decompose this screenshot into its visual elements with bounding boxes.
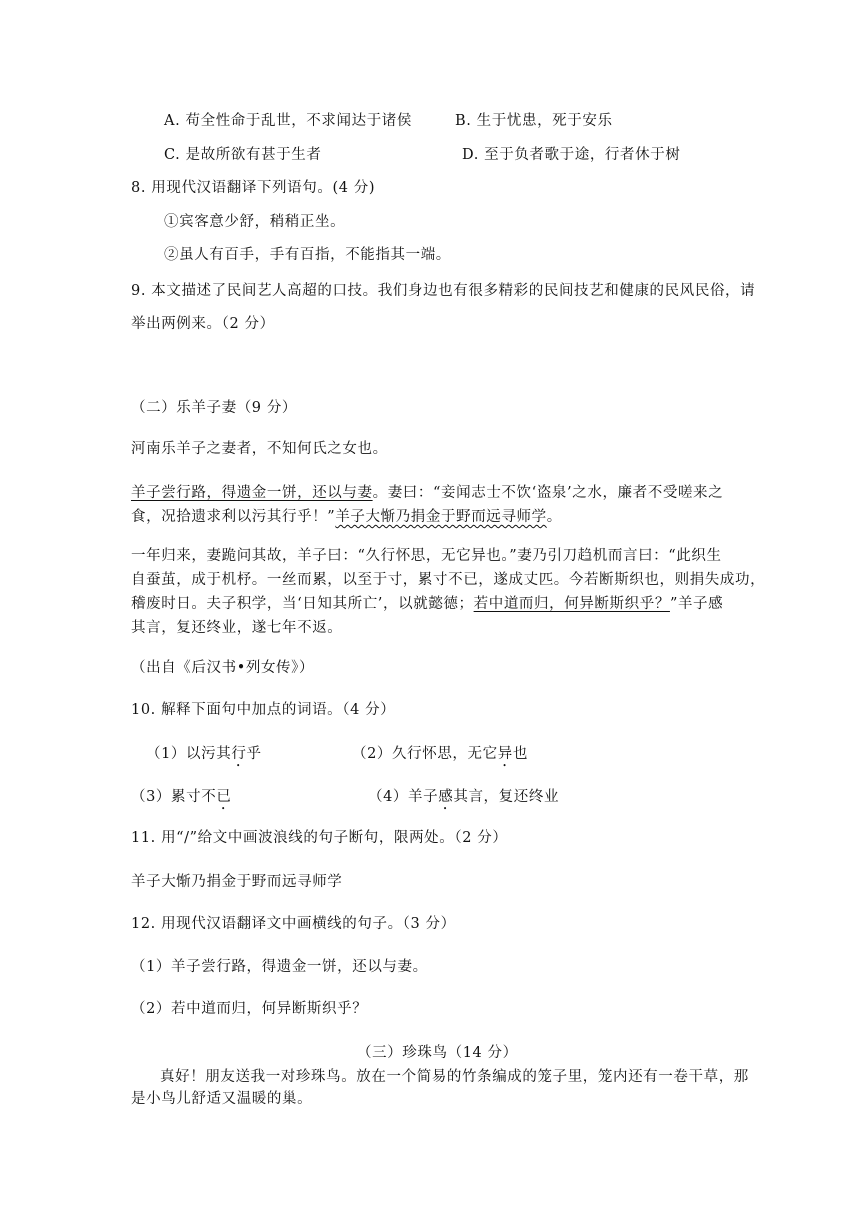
dotted-word: 行 (231, 746, 247, 762)
passage-paragraph-3-line-4: 其言，复还终业，遂七年不返。 (131, 620, 343, 636)
question-9-line-2: 举出两例来。（2 分） (131, 316, 275, 332)
passage-paragraph-2-line-2 (131, 507, 562, 527)
passage-text: 。妻曰：“妾闻志士不饮‘盗泉’之水，廉者不受嗟来之 (372, 485, 724, 501)
question-10-item-3 (131, 787, 231, 813)
item-text: 其言，复还终业 (453, 789, 560, 805)
section-2-title: （二）乐羊子妻（9 分） (131, 400, 298, 416)
question-11-stem: 11. 用“/”给文中画波浪线的句子断句，限两处。（2 分） (131, 830, 508, 846)
passage-paragraph-3-line-1: 一年归来，妻跪问其故，羊子曰：“久行怀思，无它异也。”妻乃引刀趋机而言曰：“此织生 (131, 548, 722, 564)
passage-text: ”羊子感 (669, 596, 724, 612)
question-10-item-2 (352, 744, 528, 770)
passage-paragraph-3-line-3 (131, 594, 723, 614)
passage-paragraph-2-line-1 (131, 483, 723, 503)
option-a: A. 苟全性命于乱世，不求闻达于诸侯 (164, 113, 412, 129)
question-12-stem: 12. 用现代汉语翻译文中画横线的句子。（3 分） (131, 916, 456, 932)
question-10-item-1 (146, 744, 262, 770)
option-b: B. 生于忧患，死于安乐 (455, 113, 613, 129)
item-text: 乎 (246, 746, 262, 762)
question-8-sentence-1: ①宾客意少舒，稍稍正坐。 (164, 214, 346, 230)
passage-text: 。 (546, 509, 562, 525)
question-9-line-1: 9. 本文描述了民间艺人高超的口技。我们身边也有很多精彩的民间技艺和健康的民风民俗，请 (131, 283, 756, 299)
item-text: （4）羊子 (368, 789, 439, 805)
passage-paragraph-1: 河南乐羊子之妻者，不知何氏之女也。 (131, 441, 388, 457)
option-d: D. 至于负者歌于途，行者休于树 (462, 147, 681, 163)
question-12-sentence-1: （1）羊子尝行路，得遗金一饼，还以与妻。 (131, 959, 428, 975)
section-3-paragraph-line-1: 真好！朋友送我一对珍珠鸟。放在一个简易的竹条编成的笼子里，笼内还有一卷干草，那 (160, 1069, 749, 1085)
question-10-stem: 10. 解释下面句中加点的词语。（4 分） (131, 702, 396, 718)
dotted-word: 已 (216, 789, 232, 805)
question-12-sentence-2: （2）若中道而归，何异断斯织乎？ (131, 1001, 368, 1017)
passage-source: （出自《后汉书•列女传》） (131, 660, 315, 676)
passage-text: 稽废时日。夫子积学，当‘日知其所亡’，以就懿德； (131, 596, 474, 612)
option-c: C. 是故所欲有甚于生者 (164, 147, 322, 163)
question-10-item-4 (368, 787, 559, 813)
wavy-underlined-sentence: 羊子大惭乃捐金于野而远寻师学 (335, 509, 547, 525)
section-3-paragraph-line-2: 是小鸟儿舒适又温暖的巢。 (131, 1091, 313, 1107)
underlined-sentence-1: 羊子尝行路，得遗金一饼，还以与妻 (131, 485, 373, 501)
item-text: （3）累寸不 (131, 789, 217, 805)
passage-paragraph-3-line-2: 自蚕茧，成于机杼。一丝而累，以至于寸，累寸不已，遂成丈匹。今若断斯织也，则捐失成功， (131, 572, 766, 588)
section-3-title: （三）珍珠鸟（14 分） (357, 1045, 518, 1061)
item-text: 也 (512, 746, 528, 762)
dotted-word: 异 (497, 746, 513, 762)
item-text: （1）以污其 (146, 746, 232, 762)
question-11-sentence: 羊子大惭乃捐金于野而远寻师学 (131, 874, 343, 890)
passage-text: 食，况拾遗求利以污其行乎！” (131, 509, 336, 525)
question-8-stem: 8. 用现代汉语翻译下列语句。(4 分) (131, 180, 376, 196)
question-8-sentence-2: ②虽人有百手，手有百指，不能指其一端。 (164, 247, 451, 263)
dotted-word: 感 (438, 789, 454, 805)
item-text: （2）久行怀思，无它 (352, 746, 498, 762)
underlined-sentence-2: 若中道而归，何异断斯织乎？ (473, 596, 670, 612)
